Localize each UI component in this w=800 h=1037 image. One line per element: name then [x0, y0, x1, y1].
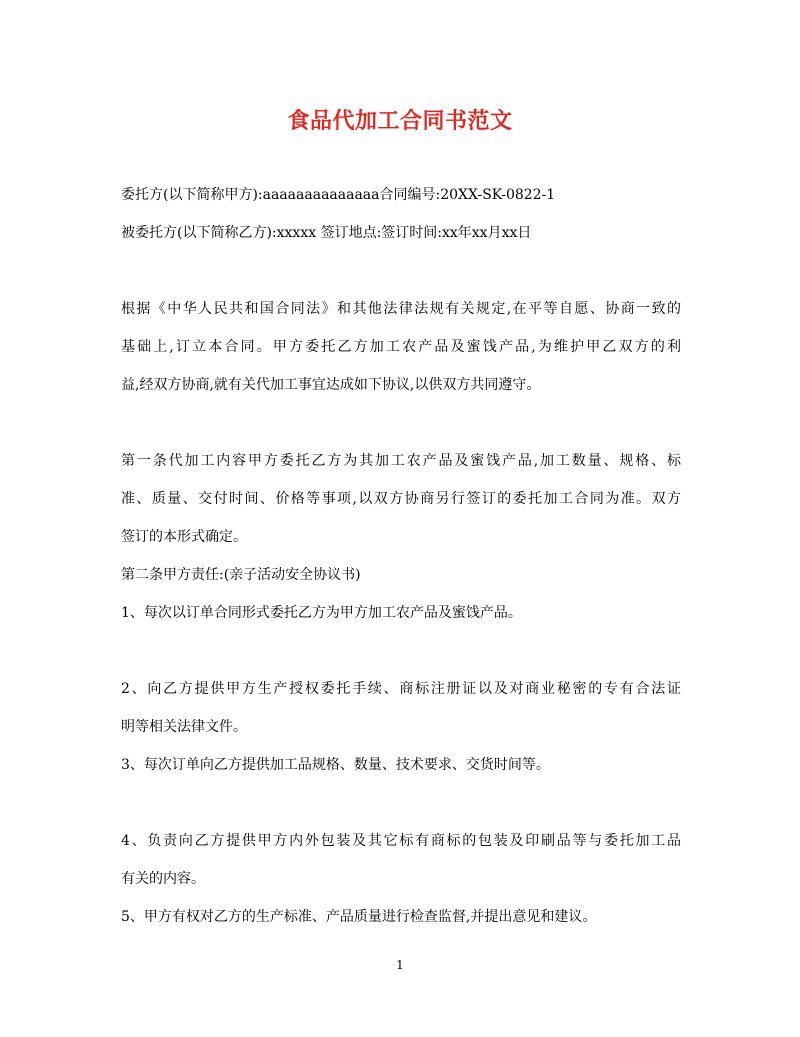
paragraph-line-5: 基础上,订立本合同。甲方委托乙方加工农产品及蜜饯产品,为维护甲乙双方的利	[121, 339, 681, 355]
paragraph-line-6: 益,经双方协商,就有关代加工事宜达成如下协议,以供双方共同遵守。	[121, 377, 541, 393]
paragraph-line-4: 根据《中华人民共和国合同法》和其他法律法规有关规定,在平等自愿、协商一致的	[121, 301, 681, 317]
paragraph-line-2	[121, 214, 681, 252]
paragraph-line-18: 4、负责向乙方提供甲方内外包装及其它标有商标的包装及印刷品等与委托加工品	[121, 833, 681, 849]
line-text: 委托方(以下简称甲方):aaaaaaaaaaaaaa合同编号:20XX-SK-0822-1	[121, 187, 556, 203]
paragraph-line-20	[121, 898, 681, 936]
blank-line	[121, 404, 681, 442]
paragraph-line-15: 明等相关法律文件。	[121, 719, 247, 735]
line-text: 5、甲方有权对乙方的生产标准、产品质量进行检查监督,并提出意见和建议。	[121, 909, 597, 925]
line-text: 第二条甲方责任:(亲子活动安全协议书)	[121, 567, 361, 583]
line-text: 1、每次以订单合同形式委托乙方为甲方加工农产品及蜜饯产品。	[121, 605, 522, 621]
document-body	[121, 176, 681, 936]
blank-line	[121, 784, 681, 822]
paragraph-line-9: 准、质量、交付时间、价格等事项,以双方协商另行签订的委托加工合同为准。双方	[121, 491, 681, 507]
blank-line	[121, 632, 681, 670]
page-number: 1	[396, 958, 404, 972]
paragraph-line-11	[121, 556, 681, 594]
paragraph-line-1	[121, 176, 681, 214]
paragraph-line-14: 2、向乙方提供甲方生产授权委托手续、商标注册证以及对商业秘密的专有合法证	[121, 681, 681, 697]
document-title: 食品代加工合同书范文	[287, 109, 513, 134]
paragraph-line-12	[121, 594, 681, 632]
paragraph-line-8: 第一条代加工内容甲方委托乙方为其加工农产品及蜜饯产品,加工数量、规格、标	[121, 453, 681, 469]
line-text: 3、每次订单向乙方提供加工品规格、数量、技术要求、交货时间等。	[121, 757, 550, 773]
paragraph-line-19: 有关的内容。	[121, 871, 205, 887]
line-text: 被委托方(以下简称乙方):xxxxx 签订地点:签订时间:xx年xx月xx日	[121, 225, 532, 241]
blank-line	[121, 252, 681, 290]
paragraph-line-10: 签订的本形式确定。	[121, 529, 247, 545]
paragraph-line-16	[121, 746, 681, 784]
